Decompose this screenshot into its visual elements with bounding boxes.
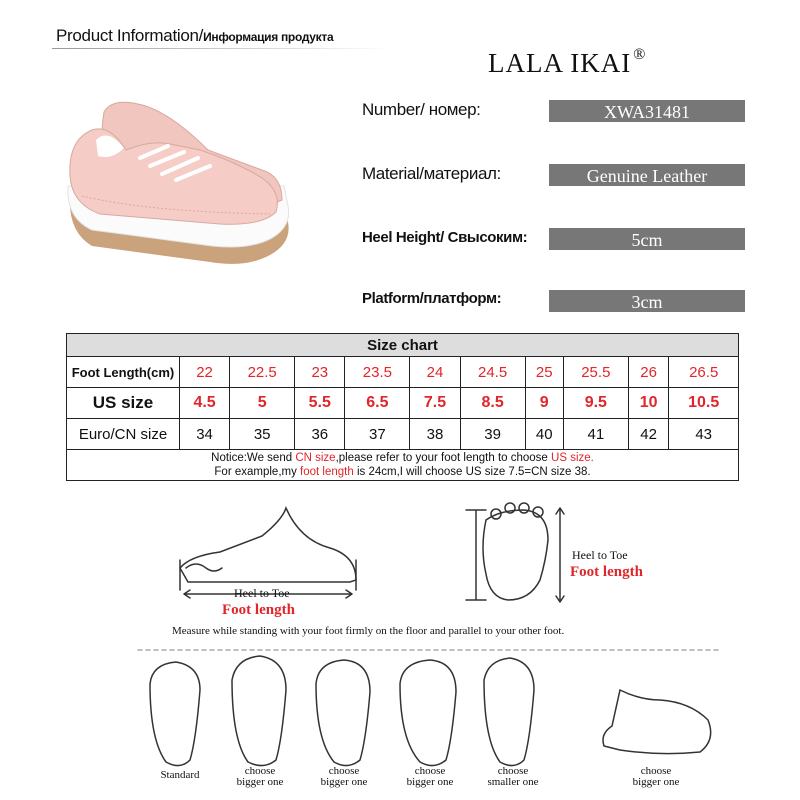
euro-cn-size-cell: 39: [460, 419, 525, 450]
us-size-cell: 9: [525, 388, 563, 419]
registered-mark: ®: [633, 46, 647, 63]
shoe-sole-gum: [70, 196, 289, 264]
top-heel-to-toe-label: Heel to Toe: [572, 548, 628, 562]
shoe-sole: [68, 186, 289, 247]
foot-length-cell: 22: [180, 357, 230, 388]
euro-cn-size-cell: 37: [345, 419, 410, 450]
measure-instruction: Measure while standing with your foot firmly on the floor and parallel to your other foot.: [172, 625, 565, 637]
foot-length-cell: 26.5: [669, 357, 739, 388]
euro-cn-size-cell: 34: [180, 419, 230, 450]
fit-foot-2: [232, 656, 286, 766]
size-chart-title: Size chart: [67, 334, 739, 357]
spec-value-number: XWA31481: [549, 100, 745, 122]
shoe-front: [70, 129, 278, 224]
title-divider: [52, 48, 392, 49]
euro-cn-size-cell: 42: [628, 419, 669, 450]
side-heel-to-toe-label: Heel to Toe: [234, 586, 290, 600]
euro-cn-size-row: [67, 419, 739, 450]
us-size-cell: 5.5: [295, 388, 345, 419]
top-arrow: [556, 508, 564, 602]
fit-foot-5: [484, 658, 534, 766]
fit-label-line: bigger one: [632, 776, 680, 788]
notice-text: is 24cm,I will choose US size 7.5=CN size 38.: [353, 466, 591, 478]
notice-row: [67, 450, 739, 481]
us-size-label: US size: [67, 388, 180, 419]
title-ru: Информация продукта: [203, 30, 334, 44]
top-foot-length-label: Foot length: [570, 564, 643, 580]
fit-label-standard: [148, 770, 212, 781]
fit-label-line: smaller one: [487, 776, 539, 788]
euro-cn-size-cell: 38: [410, 419, 460, 450]
euro-cn-size-cell: 40: [525, 419, 563, 450]
spec-label-platform: Platform/платформ:: [362, 290, 502, 307]
notice-highlight: CN size: [295, 452, 336, 464]
fit-label-4: [398, 766, 462, 788]
notice-text: ,please refer to your foot length to choose: [335, 452, 552, 464]
brand-logo: [488, 48, 646, 79]
fit-label-line: choose: [328, 765, 360, 777]
foot-length-cell: 24.5: [460, 357, 525, 388]
us-size-cell: 10: [628, 388, 669, 419]
top-foot-sketch: [483, 510, 548, 600]
toe: [533, 507, 543, 517]
fit-label-line: choose: [497, 765, 529, 777]
toe: [519, 503, 529, 513]
fit-label-2: [228, 766, 292, 788]
us-size-cell: 9.5: [563, 388, 628, 419]
foot-length-label: Foot Length(cm): [67, 357, 180, 388]
foot-length-cell: 23.5: [345, 357, 410, 388]
side-toes: [186, 564, 222, 571]
euro-cn-size-cell: 36: [295, 419, 345, 450]
shoe-collar: [96, 136, 124, 158]
fit-foot-4: [400, 660, 456, 766]
foot-length-cell: 23: [295, 357, 345, 388]
size-chart-header-row: [67, 334, 739, 357]
euro-cn-size-cell: 43: [669, 419, 739, 450]
spec-value-material: Genuine Leather: [549, 164, 745, 186]
fit-label-line: choose: [244, 765, 276, 777]
us-size-cell: 4.5: [180, 388, 230, 419]
us-size-cell: 6.5: [345, 388, 410, 419]
fit-label-5: [478, 766, 548, 788]
page-title: [56, 26, 333, 46]
fit-label-6: [616, 766, 696, 788]
fit-label-line: choose: [414, 765, 446, 777]
shoe-stitching: [82, 196, 270, 214]
fit-foot-3: [316, 660, 370, 766]
fit-foot-side: [603, 690, 711, 754]
fit-label-line: choose: [640, 765, 672, 777]
us-size-cell: 8.5: [460, 388, 525, 419]
side-foot-sketch: [180, 508, 356, 582]
brand-name: LALA IKAI: [488, 48, 632, 78]
fit-label-line: Standard: [160, 769, 200, 781]
foot-length-cell: 26: [628, 357, 669, 388]
fit-label-3: [312, 766, 376, 788]
us-size-cell: 10.5: [669, 388, 739, 419]
notice-highlight: foot length: [300, 466, 354, 478]
notice-highlight: US size.: [551, 452, 594, 464]
foot-length-cell: 22.5: [230, 357, 295, 388]
toe: [505, 503, 515, 513]
shoe-laces: [140, 120, 248, 180]
foot-length-cell: 24: [410, 357, 460, 388]
foot-length-row: [67, 357, 739, 388]
notice-text: Notice:We send: [211, 452, 296, 464]
fit-label-line: bigger one: [320, 776, 368, 788]
title-en: Product Information/: [56, 26, 204, 45]
euro-cn-size-cell: 41: [563, 419, 628, 450]
us-size-row: [67, 388, 739, 419]
euro-cn-size-label: Euro/CN size: [67, 419, 180, 450]
foot-length-cell: 25: [525, 357, 563, 388]
spec-value-platform: 3cm: [549, 290, 745, 312]
euro-cn-size-cell: 35: [230, 419, 295, 450]
spec-value-heel-height: 5cm: [549, 228, 745, 250]
side-foot-length-label: Foot length: [222, 602, 295, 618]
spec-label-number: Number/ номер:: [362, 100, 481, 119]
spec-label-material: Material/материал:: [362, 164, 501, 183]
fit-label-line: bigger one: [406, 776, 454, 788]
toe: [491, 509, 501, 519]
size-notice: [67, 450, 739, 481]
top-ruler: [466, 510, 486, 600]
fit-foot-standard: [150, 662, 200, 766]
foot-length-cell: 25.5: [563, 357, 628, 388]
fit-label-line: bigger one: [236, 776, 284, 788]
spec-label-heel-height: Heel Height/ Свысоким:: [362, 229, 528, 246]
us-size-cell: 5: [230, 388, 295, 419]
us-size-cell: 7.5: [410, 388, 460, 419]
notice-text: For example,my: [214, 466, 301, 478]
size-chart-table: [66, 333, 739, 481]
shoe-back: [102, 102, 282, 206]
